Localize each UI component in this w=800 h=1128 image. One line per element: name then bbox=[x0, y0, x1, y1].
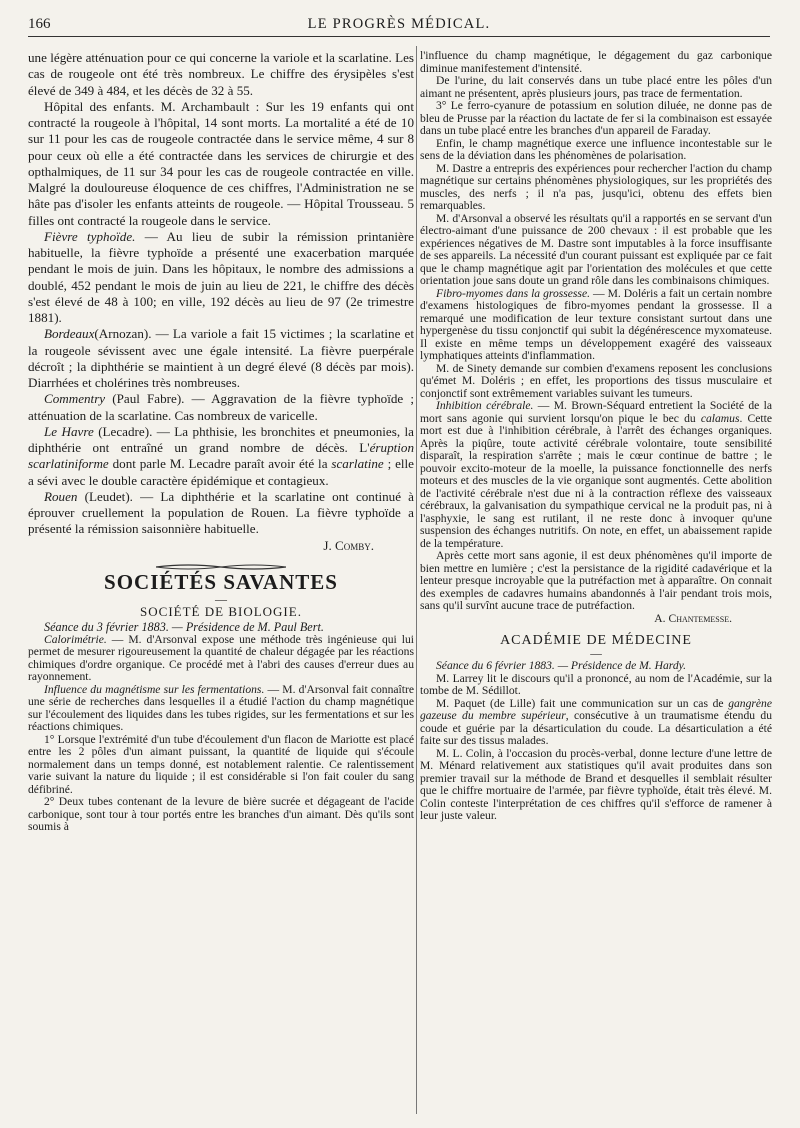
ornament-divider bbox=[28, 558, 414, 566]
society-title: SOCIÉTÉ DE BIOLOGIE. bbox=[140, 603, 302, 619]
paragraph: M. d'Arsonval a observé les résultats qu'il a rapportés en se servant d'un électro-aimant d'une puissance de 200 chevaux : il est probable que les expériences négatives de M. Dastre sont imputables à la force insuffisante de ses appareils. La nécessité d'un courant puissant est expliquée par ce fait que le champ magnétique agit par l'orientation des molécules et que cette orientation joue sans doute un grand rôle dans les combinaisons chimiques. bbox=[420, 211, 772, 287]
paragraph: De l'urine, du lait conservés dans un tube placé entre les pôles d'un aimant ne présentent, après plusieurs jours, pas trace de fermentation. bbox=[420, 74, 772, 100]
paragraph: l'influence du champ magnétique, le dégagement du gaz carbonique diminue manifestement d'intensité. bbox=[420, 50, 772, 75]
paragraph: Fièvre typhoïde. — Au lieu de subir la rémission printanière habituelle, la fièvre typhoïde a présenté une exacerbation marquée pendant le mois de juin. Dans les hôpitaux, le nombre des admissions a doublé, 452 pendant le mois de juin au lieu de 221, le chiffre des décès s'est élevé de 48 à 100; en ville, 192 décès au lieu de 97 (2e trimestre 1881). bbox=[28, 228, 414, 325]
paragraph: Calorimétrie. — M. d'Arsonval expose une méthode très ingénieuse qui lui permet de mesurer rigoureusement la quantité de chaleur dégagée par les réactions chimiques d'ordre organique. Ce procédé met à l'abri des causes d'erreur dues au rayonnement. bbox=[28, 632, 414, 684]
paragraph: M. de Sinety demande sur combien d'examens reposent les conclusions qu'émet M. Doléris ; en effet, les proportions des tissus musculaire et conjonctif sont extrêmement variables suivant les tumeurs. bbox=[420, 361, 772, 400]
paragraph-title: Calorimétrie. bbox=[44, 632, 107, 646]
paragraph-title: Commentry bbox=[44, 391, 106, 407]
paragraph-title: Bordeaux bbox=[44, 326, 95, 342]
paragraph-title: Le Havre bbox=[44, 423, 94, 439]
page-number: 166 bbox=[28, 16, 51, 32]
paragraph-title: Fibro-myomes dans la grossesse. bbox=[436, 286, 590, 300]
paragraph: Bordeaux(Arnozan). — La variole a fait 15 victimes ; la scarlatine et la rougeole sévissent avec une égale intensité. La fièvre puerpérale décroît ; la diphthérie se maintient à un degré élevé (8 décès par mois). Diarrhées et cholérines très nombreuses. bbox=[28, 326, 414, 390]
right-column bbox=[420, 50, 772, 1120]
session-line: Séance du 6 février 1883. — Présidence de M. Hardy. bbox=[436, 659, 687, 672]
paragraph-title: Fièvre typhoïde. bbox=[44, 228, 136, 244]
paragraph: Rouen (Leudet). — La diphthérie et la scarlatine ont continué à éprouver cruellement la population de Rouen. La fièvre typhoïde a présenté la rémission saisonnière habituelle. bbox=[28, 488, 414, 537]
session-line: Séance du 3 février 1883. — Présidence de M. Paul Bert. bbox=[44, 619, 324, 634]
paragraph: M. Larrey lit le discours qu'il a prononcé, au nom de l'Académie, sur la tombe de M. Sédillot. bbox=[420, 671, 772, 697]
paragraph: Influence du magnétisme sur les fermentations. — M. d'Arsonval fait connaître une série de recherches dans lesquelles il a étudié l'action du champ magnétique sur l'écoulement des liquides dans les tubes rigides, sur les fermentations et sur les réactions chimiques. bbox=[28, 682, 414, 734]
paragraph: 1° Lorsque l'extrémité d'un tube d'écoulement d'un flacon de Mariotte est placé entre les 2 pôles d'un aimant puissant, la quantité de liquide qui s'écoule normalement dans un temps donné, est notablement ralentie. Ce ralentissement varie suivant la nature du liquide ; il est considérable si l'on fait couler du sang défibriné. bbox=[28, 732, 414, 796]
biology-report bbox=[28, 634, 414, 834]
paragraph: Le Havre (Lecadre). — La phthisie, les bronchites et pneumonies, la diphthérie ont entraîné un grand nombre de décès. L'éruption scarlatiniforme dont parle M. Lecadre paraît avoir été la scarlatine ; elle a sévi avec le double caractère épidémique et contagieux. bbox=[28, 423, 414, 488]
author-signature: A. Chantemesse. bbox=[654, 611, 732, 625]
running-header bbox=[28, 14, 770, 37]
paragraph-title: Rouen bbox=[44, 488, 78, 504]
paragraph-title: Inhibition cérébrale. bbox=[436, 399, 534, 412]
title-dash: — bbox=[590, 646, 602, 660]
author-signature: J. Comby. bbox=[323, 537, 374, 553]
paragraph: Après cette mort sans agonie, il est deux phénomènes qu'il importe de bien mettre en lumière ; c'est la persistance de la rigidité cadavérique et la lenteur presque incroyable que la putréfaction met à apparaître. On connait des exemples de cadavres humains abandonnés à l'air pendant trois mois, sans qu'il survînt aucune trace de putréfaction. bbox=[420, 549, 772, 612]
paragraph: une légère atténuation pour ce qui concerne la variole et la scarlatine. Les cas de rougeole ont été très nombreux. Le chiffre des érysipèles s'est élevé de 349 à 484, et les décès de 32 à 55. bbox=[28, 50, 414, 98]
title-dash: — bbox=[215, 591, 227, 606]
paragraph: M. L. Colin, à l'occasion du procès-verbal, donne lecture d'une lettre de M. Ménard relativement aux statistiques qu'il avait produites dans son premier travail sur la méthode de Brand et desquelles il semblait résulter que le chiffre mortuaire de l'armée, par fièvre typhoïde, était très élevé. M. Colin conteste l'interprétation de ces chiffres qu'il s'efforce de ramener à leur juste valeur. bbox=[420, 746, 772, 822]
paragraph-title: Influence du magnétisme sur les fermentations. bbox=[44, 682, 265, 696]
academy-title: ACADÉMIE DE MÉDECINE bbox=[500, 633, 692, 648]
paragraph: Enfin, le champ magnétique exerce une influence incontestable sur le sens de la déviation dans les phénomènes de polarisation. bbox=[420, 136, 772, 162]
paragraph: 2° Deux tubes contenant de la levure de bière sucrée et dégageant de l'acide carbonique, sont tour à tour portés entre les branches d'un aimant. Dès qu'ils sont soumis à bbox=[28, 795, 414, 834]
paragraph: M. Dastre a entrepris des expériences pour rechercher l'action du champ magnétique sur certains phénomènes physiologiques, sur les propriétés des muscles, des nerfs ; il n'a pas, jusqu'ici, obtenu des effets bien remarquables. bbox=[420, 161, 772, 212]
column-divider bbox=[416, 46, 417, 1114]
paragraph: Fibro-myomes dans la grossesse. — M. Doléris a fait un certain nombre d'examens histologiques de fibro-myomes pendant la grossesse. Il a remarqué une modification de leur texture consistant surtout dans une hypergenèse du tissu conjonctif qui subit la dégénérescence myxomateuse. Il existe en même temps un développement exagéré des vaisseaux lymphatiques atteints d'inflammation. bbox=[420, 286, 772, 362]
paragraph: Inhibition cérébrale. — M. Brown-Séquard entretient la Société de la mort sans agonie qui survient lorsqu'on pique le bec du calamus. Cette mort est due à l'inhibition cérébrale, à l'arrêt des échanges organiques. Après la piqûre, toute activité cérébrale volontaire, toute sensibilité disparaît, la respiration s'arrête ; mais le cœur continue de battre ; le pouvoir excito-moteur de la moelle, la puissance fonctionnelle des nerfs moteurs et des muscles de la vie organique sont augmentés. Cette abolition de l'activité cérébrale n'est due ni à la contraction réflexe des vaisseaux cérébraux, la galvanisation du sympathique cervical ne la produit pas, ni à l'asphyxie, le sang est rutilant, il ne reste donc à invoquer qu'une suspension des échanges nutritifs. On note, en effet, un abaissement rapide de la température. bbox=[420, 399, 772, 550]
section-title: SOCIÉTÉS SAVANTES bbox=[104, 569, 338, 594]
paragraph: M. Paquet (de Lille) fait une communication sur un cas de gangrène gazeuse du membre supérieur, consécutive à un traumatisme étendu du coude et guérie par la désarticulation du coude. La désarticulation a été faite sur des tissus malades. bbox=[420, 696, 772, 747]
paragraph: 3° Le ferro-cyanure de potassium en solution diluée, ne donne pas de bleu de Prusse par la réaction du lactate de fer si la combinaison est essayée dans un tube placé entre les branches d'un appareil de Faraday. bbox=[420, 99, 772, 137]
journal-title: LE PROGRÈS MÉDICAL. bbox=[307, 16, 491, 32]
left-column bbox=[28, 50, 414, 1120]
epidemiology-report bbox=[28, 50, 414, 554]
paragraph: Hôpital des enfants. M. Archambault : Sur les 19 enfants qui ont contracté la rougeole à l'hôpital, 14 sont morts. La mortalité a été de 10 sur 11 pour les cas de rougeole contractée dans le service même, 4 sur 8 pour ceux où elle a été contractée dans les services de chirurgie et des opthalmiques, de 11 sur 34 pour les cas de rougeole contractée en ville. Malgré la douloureuse éloquence de ces chiffres, l'Administration ne se hâte pas d'isoler les enfants atteints de rougeole. — Hôpital Trousseau. 5 filles ont contracté la rougeole dans le service. bbox=[28, 98, 414, 228]
paragraph: Commentry (Paul Fabre). — Aggravation de la fièvre typhoïde ; atténuation de la scarlatine. Cas nombreux de varicelle. bbox=[28, 391, 414, 423]
